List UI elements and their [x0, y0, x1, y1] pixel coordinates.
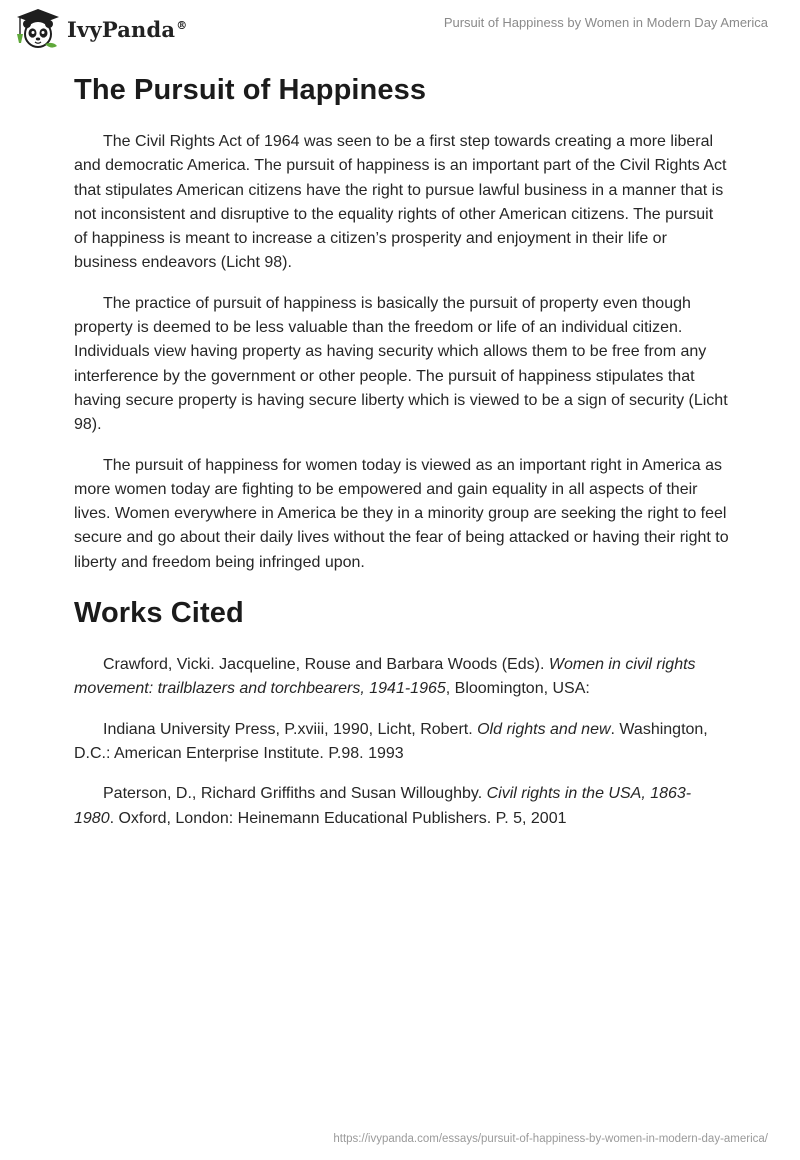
brand-name: IvyPanda®	[67, 16, 188, 42]
citation-publisher: . Washington, D.C.: American Enterprise Institute. P.98. 1993	[74, 720, 708, 762]
section-heading-pursuit-of-happiness: The Pursuit of Happiness	[74, 74, 427, 106]
citation-title: Civil rights in the USA, 1863-1980	[74, 785, 692, 827]
paragraph: The pursuit of happiness for women today is viewed as an important right in America as more women today are fighting to be empowered and gain equality in all aspects of their lives. Women everywhere in America be they in a minority group are seeking the right to feel secure and go about their daily lives without the fear of being attacked or having their right to liberty and freedom being infringed upon.	[74, 456, 729, 571]
citation-publisher: , Bloomington, USA:	[445, 680, 590, 698]
citation-title: Old rights and new	[477, 720, 611, 738]
citation-entry	[74, 718, 729, 767]
citation-entry	[74, 653, 729, 702]
panda-graduate-icon	[15, 8, 61, 50]
citation-entry	[74, 782, 729, 831]
citation-authors: Paterson, D., Richard Griffiths and Susan Willoughby.	[103, 785, 487, 803]
citation-title: Women in civil rights movement: trailblazers and torchbearers, 1941-1965	[74, 656, 696, 698]
section-heading-works-cited: Works Cited	[74, 597, 244, 630]
source-url-link[interactable]: https://ivypanda.com/essays/pursuit-of-happiness-by-women-in-modern-day-america/	[333, 1133, 768, 1145]
essay-content	[74, 72, 729, 847]
citation-authors: Crawford, Vicki. Jacqueline, Rouse and Barbara Woods (Eds).	[103, 656, 549, 674]
citation-authors: Indiana University Press, P.xviii, 1990, Licht, Robert.	[103, 720, 478, 738]
document-title: Pursuit of Happiness by Women in Modern Day America	[443, 15, 768, 30]
page-header	[0, 0, 800, 60]
paragraph: The practice of pursuit of happiness is basically the pursuit of property even though property is deemed to be less valuable than the freedom or life of an individual citizen. Individuals view having property as having security which allows them to be free from any interference by the government or other people. The pursuit of happiness stipulates that having secure property is having secure liberty which is viewed to be a sign of security (Licht 98).	[74, 294, 728, 434]
registered-mark: ®	[176, 18, 188, 32]
brand-logo[interactable]	[15, 8, 187, 50]
citation-publisher: . Oxford, London: Heinemann Educational Publishers. P. 5, 2001	[109, 809, 567, 827]
paragraph: The Civil Rights Act of 1964 was seen to be a first step towards creating a more liberal and democratic America. The pursuit of happiness is an important part of the Civil Rights Act that stipulates American citizens have the right to pursue lawful business in a manner that is not inconsistent and disruptive to the equality rights of other American citizens. The pursuit of happiness is meant to increase a citizen’s prosperity and enjoyment in their life or business endeavors (Licht 98).	[74, 133, 727, 272]
